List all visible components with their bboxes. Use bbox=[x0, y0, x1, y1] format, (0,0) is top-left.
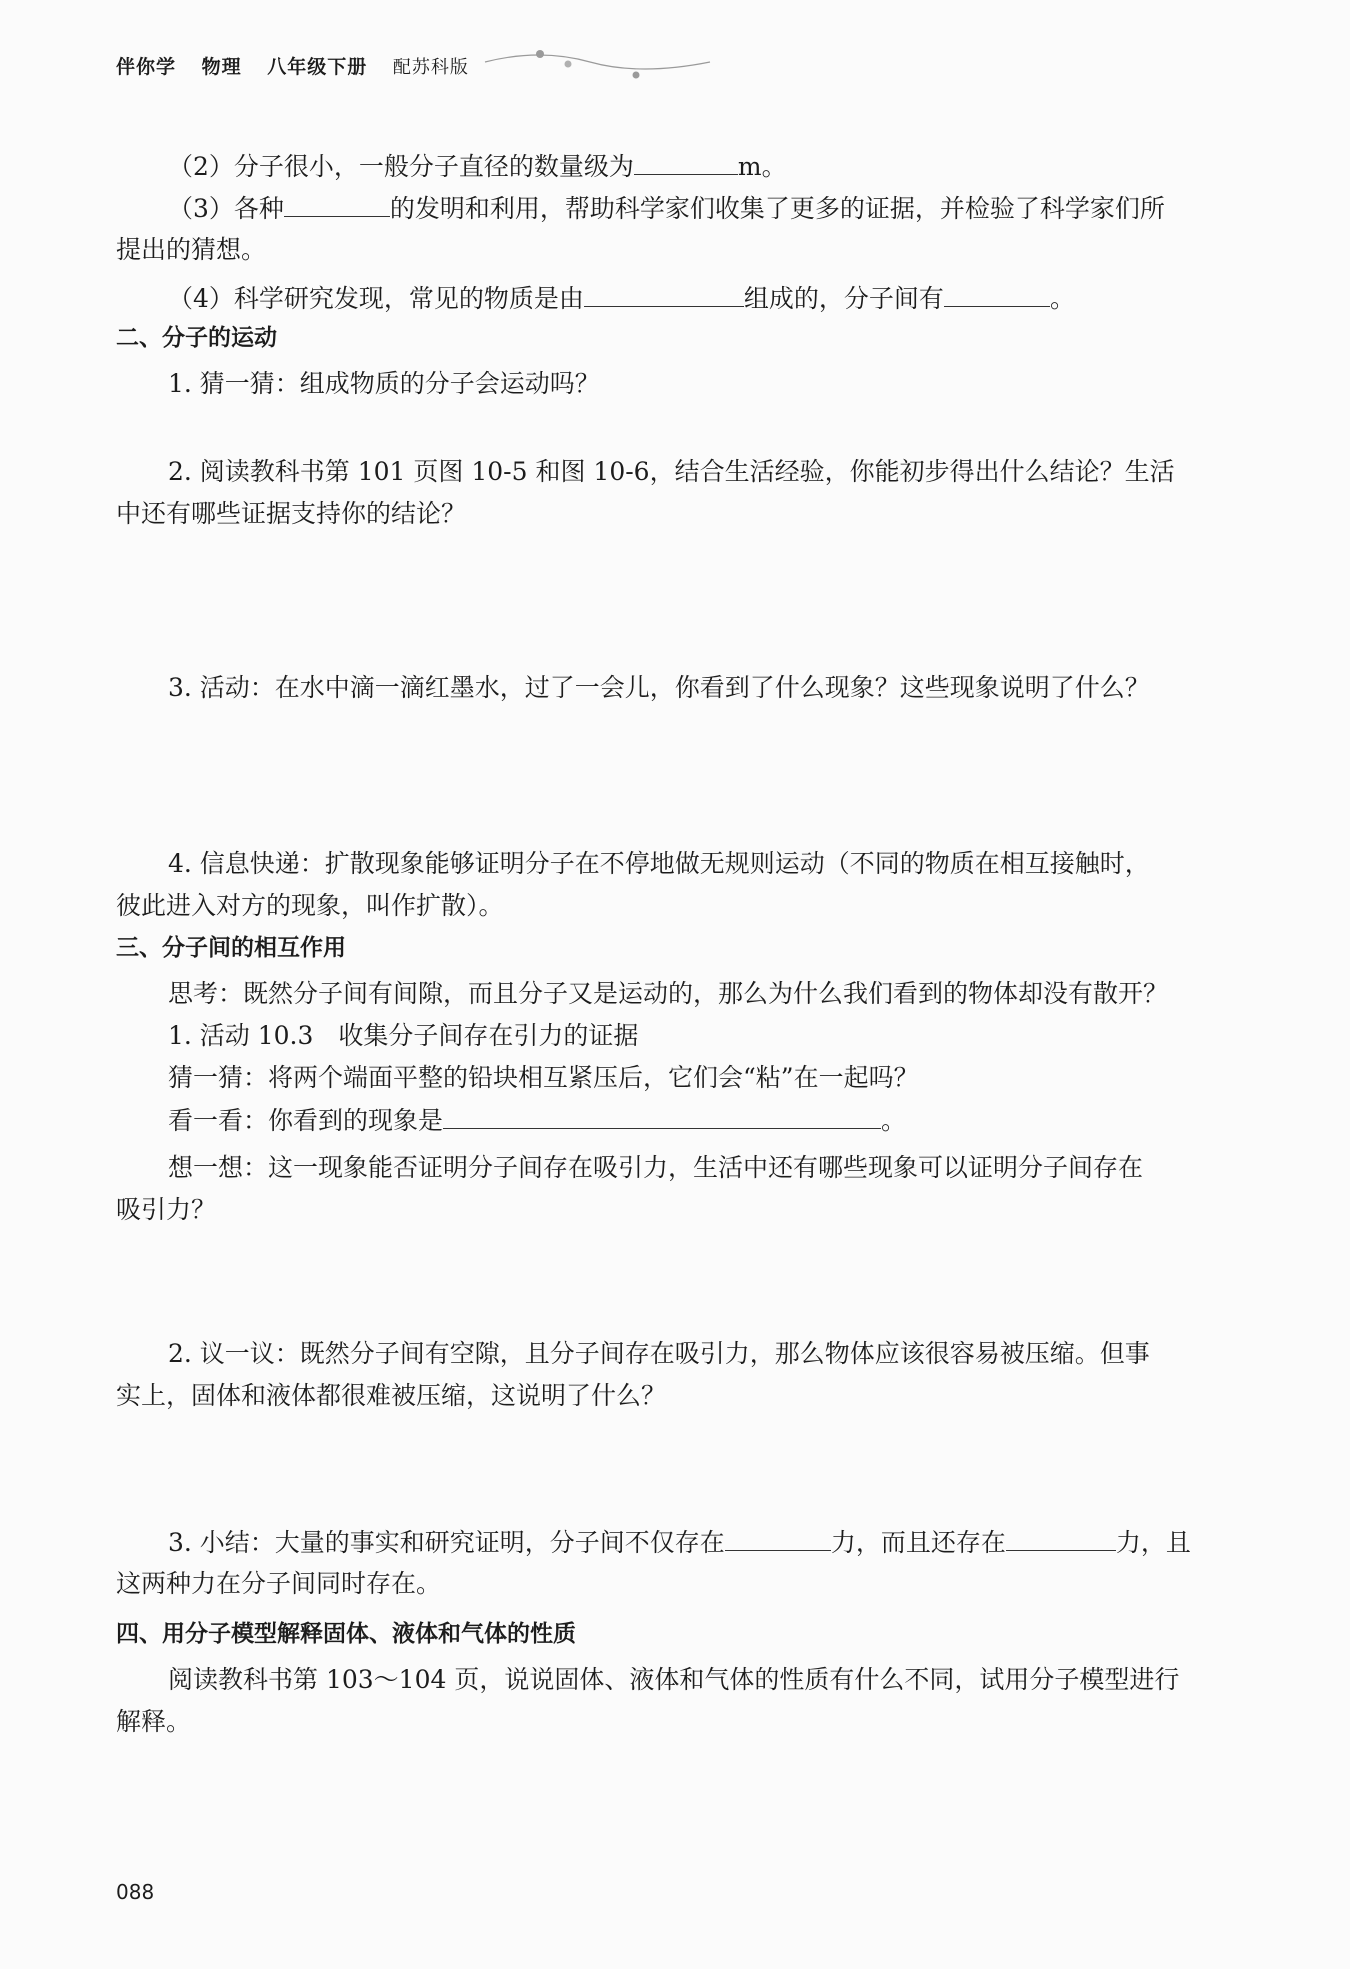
section-4-title: 四、用分子模型解释固体、液体和气体的性质 bbox=[116, 1621, 576, 1647]
question-4-text-cont: 组成的，分子间有 bbox=[743, 284, 944, 313]
question-3-text: （3）各种 bbox=[168, 194, 284, 223]
section-3-item-3-text-cont: 力，而且还存在 bbox=[830, 1528, 1006, 1557]
section-2-item-4: 4. 信息快递：扩散现象能够证明分子在不停地做无规则运动（不同的物质在相互接触时， bbox=[168, 849, 1150, 878]
question-2-unit: m。 bbox=[737, 152, 787, 181]
question-4 bbox=[116, 278, 1234, 319]
section-3-guess: 猜一猜：将两个端面平整的铅块相互紧压后，它们会“粘”在一起吗？ bbox=[168, 1063, 919, 1092]
section-3-look bbox=[116, 1100, 1234, 1141]
section-3-think: 思考：既然分子间有间隙，而且分子又是运动的，那么为什么我们看到的物体却没有散开？ bbox=[168, 979, 1169, 1008]
question-3-text-end: 提出的猜想。 bbox=[116, 235, 267, 264]
answer-blank[interactable] bbox=[443, 1100, 881, 1129]
section-2-item-2-line2: 中还有哪些证据支持你的结论？ bbox=[116, 499, 467, 528]
question-2-text: （2）分子很小，一般分子直径的数量级为 bbox=[168, 152, 634, 181]
section-3-think2-line2: 吸引力？ bbox=[116, 1195, 217, 1224]
subject-title: 物理 bbox=[201, 56, 242, 78]
answer-blank[interactable] bbox=[725, 1522, 831, 1551]
answer-blank[interactable] bbox=[284, 188, 390, 217]
edition-title: 配苏科版 bbox=[392, 57, 469, 78]
grade-title: 八年级下册 bbox=[267, 56, 368, 78]
page-header bbox=[116, 52, 487, 79]
question-4-text-end: 。 bbox=[1049, 284, 1075, 313]
question-2 bbox=[116, 146, 1234, 187]
page-number: 088 bbox=[116, 1880, 155, 1904]
section-3-look-end: 。 bbox=[881, 1106, 907, 1135]
answer-blank[interactable] bbox=[944, 278, 1050, 307]
answer-blank[interactable] bbox=[634, 146, 738, 175]
section-2-item-4-line2: 彼此进入对方的现象，叫作扩散）。 bbox=[116, 891, 504, 920]
section-3-look-text: 看一看：你看到的现象是 bbox=[168, 1106, 444, 1135]
question-3-line2 bbox=[116, 230, 1234, 270]
answer-blank[interactable] bbox=[1006, 1522, 1116, 1551]
section-3-item-3-text-end: 力，且 bbox=[1115, 1528, 1191, 1557]
section-3-item-2-line2: 实上，固体和液体都很难被压缩，这说明了什么？ bbox=[116, 1381, 667, 1410]
section-3-item-3-text: 3. 小结：大量的事实和研究证明，分子间不仅存在 bbox=[168, 1528, 725, 1557]
section-2-title: 二、分子的运动 bbox=[116, 325, 277, 351]
section-3-item-3 bbox=[116, 1522, 1234, 1563]
series-title: 伴你学 bbox=[116, 56, 177, 78]
answer-blank[interactable] bbox=[584, 278, 744, 307]
section-2-item-1: 1. 猜一猜：组成物质的分子会运动吗？ bbox=[168, 369, 600, 398]
header-decoration bbox=[480, 40, 740, 80]
section-3-think2: 想一想：这一现象能否证明分子间存在吸引力，生活中还有哪些现象可以证明分子间存在 bbox=[168, 1153, 1144, 1182]
section-4-text-line2: 解释。 bbox=[116, 1707, 192, 1736]
section-3-title: 三、分子间的相互作用 bbox=[116, 935, 346, 961]
section-3-item-2: 2. 议一议：既然分子间有空隙，且分子间存在吸引力，那么物体应该很容易被压缩。但事 bbox=[168, 1339, 1150, 1368]
question-3 bbox=[116, 188, 1234, 229]
section-2-item-3: 3. 活动：在水中滴一滴红墨水，过了一会儿，你看到了什么现象？这些现象说明了什么？ bbox=[168, 673, 1150, 702]
question-3-text-cont: 的发明和利用，帮助科学家们收集了更多的证据，并检验了科学家们所 bbox=[389, 194, 1165, 223]
section-4-text: 阅读教科书第 103～104 页，说说固体、液体和气体的性质有什么不同，试用分子模型进行 bbox=[168, 1665, 1180, 1694]
section-3-item-3-line2: 这两种力在分子间同时存在。 bbox=[116, 1569, 442, 1598]
section-2-item-2: 2. 阅读教科书第 101 页图 10-5 和图 10-6，结合生活经验，你能初步得出什么结论？生活 bbox=[168, 457, 1175, 486]
question-4-text: （4）科学研究发现，常见的物质是由 bbox=[168, 284, 584, 313]
section-3-activity: 1. 活动 10.3 收集分子间存在引力的证据 bbox=[168, 1021, 639, 1050]
